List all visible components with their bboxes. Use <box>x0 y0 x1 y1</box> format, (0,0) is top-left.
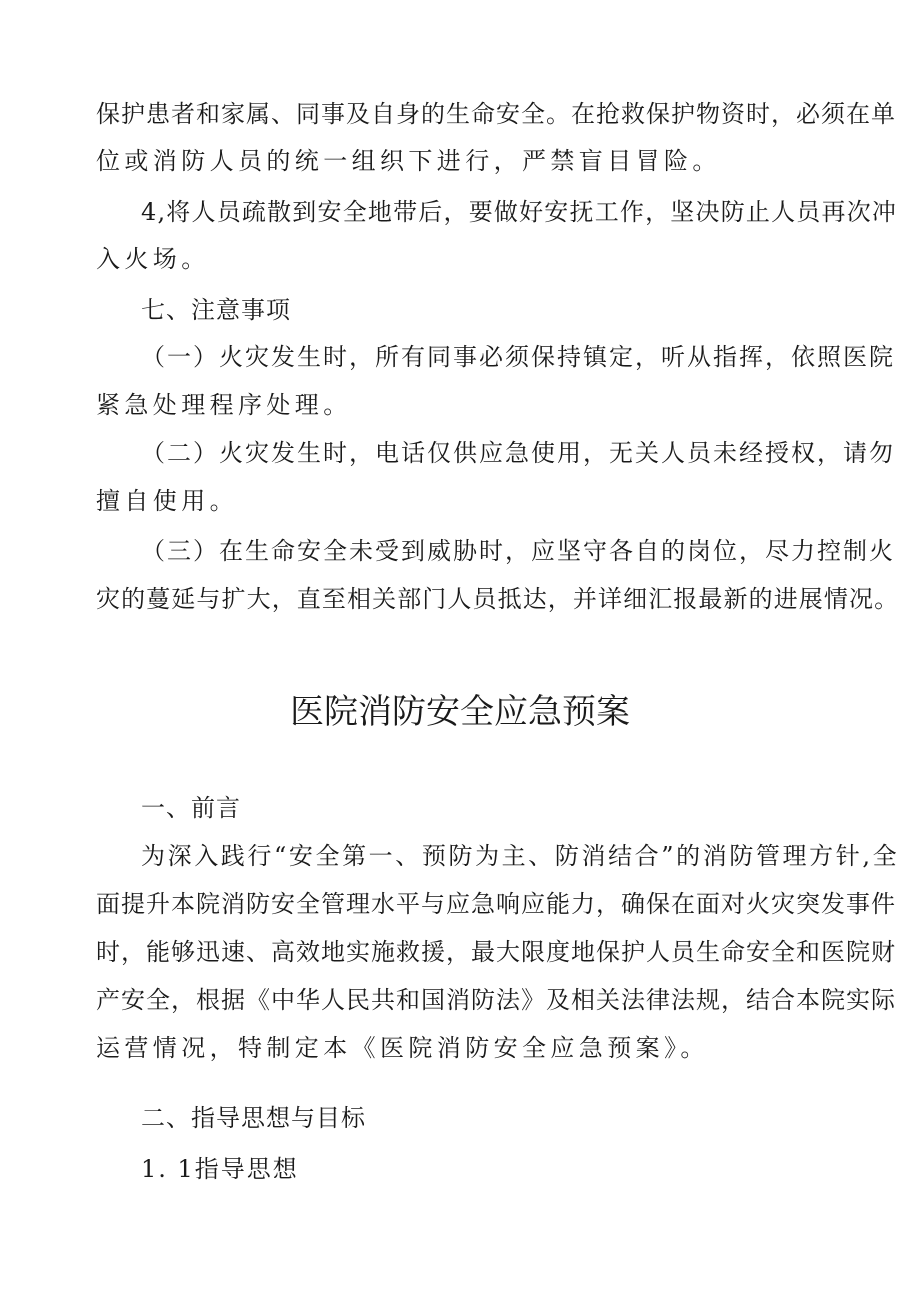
paragraph-line: （三）在生命安全未受到威胁时，应坚守各自的岗位，尽力控制火 <box>141 537 895 565</box>
paragraph-line: 时，能够迅速、高效地实施救援，最大限度地保护人员生命安全和医院财 <box>96 938 896 966</box>
paragraph-line: 为深入践行“安全第一、预防为主、防消结合”的消防管理方针,全 <box>141 842 900 870</box>
section-heading: 二、指导思想与目标 <box>141 1104 366 1132</box>
paragraph-line: 灾的蔓延与扩大，直至相关部门人员抵达，并详细汇报最新的进展情况。 <box>96 585 900 613</box>
paragraph-line: （一）火灾发生时，所有同事必须保持镇定，听从指挥，依照医院 <box>141 343 895 371</box>
paragraph-line: 擅自使用。 <box>96 487 238 515</box>
section-heading: 一、前言 <box>141 794 241 822</box>
paragraph-line: 入火场。 <box>96 245 210 273</box>
paragraph-line: 4,将人员疏散到安全地带后，要做好安抚工作，坚决防止人员再次冲 <box>141 198 898 226</box>
paragraph-line: 位或消防人员的统一组织下进行，严禁盲目冒险。 <box>96 147 721 175</box>
paragraph-line: 紧急处理程序处理。 <box>96 391 352 419</box>
paragraph-line: 产安全，根据《中华人民共和国消防法》及相关法律法规，结合本院实际 <box>96 986 896 1014</box>
section-heading: 七、注意事项 <box>141 296 291 324</box>
document-title: 医院消防安全应急预案 <box>290 692 630 732</box>
paragraph-line: 运营情况，特制定本《医院消防安全应急预案》。 <box>96 1034 709 1062</box>
paragraph-line: 保护患者和家属、同事及自身的生命安全。在抢救保护物资时，必须在单 <box>96 100 896 128</box>
paragraph-line: 面提升本院消防安全管理水平与应急响应能力，确保在面对火灾突发事件 <box>96 890 896 918</box>
subsection-heading: 1. 1指导思想 <box>141 1155 299 1183</box>
paragraph-line: （二）火灾发生时，电话仅供应急使用，无关人员未经授权，请勿 <box>141 439 895 467</box>
